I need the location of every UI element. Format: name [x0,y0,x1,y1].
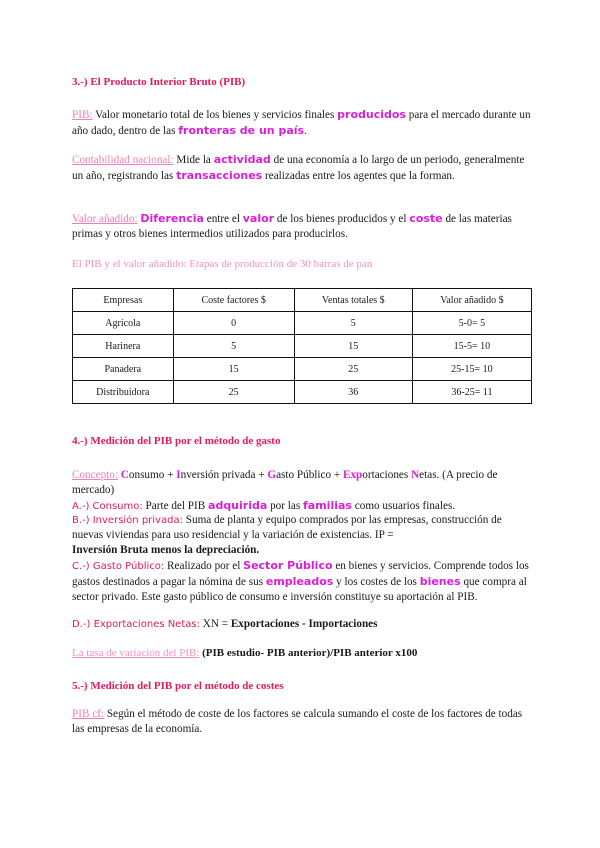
letter-n: N [411,469,420,481]
table-cell: 15-5= 10 [412,335,531,358]
kw-empleados: empleados [265,575,334,588]
table-header: Coste factores $ [173,289,294,312]
gasto-text: que compra al sector privado. Este gasto público de consumo e inversión constituye su aportación al PIB. [72,576,527,603]
va-text: entre el [203,213,243,225]
gasto-text: Realizado por el [164,560,244,572]
table-cell: 36-25= 11 [412,381,531,404]
table-header-row [73,289,532,312]
consumo-label: A.-) Consumo: [72,501,143,512]
table-caption: El PIB y el valor añadido: Etapas de producción de 30 barras de pan [72,258,373,270]
inversion-item [72,513,532,558]
table-row [73,335,532,358]
table-header: Empresas [73,289,174,312]
table-cell: Panadera [73,358,174,381]
concepto-gasto [72,468,532,498]
kw-coste: coste [409,212,443,225]
concepto-text: onsumo + [128,469,177,481]
consumo-text: como usuarios finales. [351,500,456,512]
pib-cf-label: PIB cf: [72,708,105,720]
table-row [73,358,532,381]
section-4-title: 4.-) Medición del PIB por el método de gasto [72,435,281,447]
table-cell: 5 [294,312,412,335]
kw-diferencia: Diferencia [140,212,204,225]
pib-text: . [304,125,307,137]
concepto-text: ortaciones [362,469,412,481]
kw-adquirida: adquirida [208,499,268,512]
gasto-text: y los costes de los [333,576,420,588]
contabilidad-label: Contabilidad nacional: [72,154,174,166]
kw-actividad: actividad [213,153,271,166]
pib-text: para el mercado durante un año dado, dentro de las [72,109,531,137]
concepto-label: Concepto: [72,469,118,481]
inversion-bruta: Inversión Bruta menos la depreciación. [72,544,260,556]
pib-label: PIB: [72,109,93,121]
table-cell: Harinera [73,335,174,358]
contabilidad-definition [72,152,532,184]
letter-c: C [120,469,129,481]
section-3-title: 3.-) El Producto Interior Bruto (PIB) [72,76,246,88]
letter-g: G [267,469,277,481]
kw-producidos: producidos [337,108,406,121]
pib-definition [72,107,532,139]
letter-i: I [176,469,181,481]
kw-familias: familias [303,499,352,512]
tasa-formula: (PIB estudio- PIB anterior)/PIB anterior x100 [199,647,418,659]
table-row [73,312,532,335]
pib-cf-definition [72,707,532,737]
table-cell: 15 [173,358,294,381]
table-cell: Agrícola [73,312,174,335]
valor-anadido-definition [72,211,532,242]
inversion-text: Suma de planta y equipo comprados por las empresas, construcción de nuevas viviendas para uso residencial y la variación de existencias. IP = [72,514,502,541]
concepto-text: nversión privada + [180,469,268,481]
concepto-text: etas. (A precio de mercado) [72,469,498,496]
pib-cf-text: Según el método de coste de los factores se calcula sumando el coste de los factores de todas las empresas de la economía. [72,708,523,735]
table-cell: 0 [173,312,294,335]
table-header: Valor añadido $ [412,289,531,312]
consumo-text: por las [267,500,304,512]
tasa-label: La tasa de variación del PIB: [72,647,200,659]
kw-valor: valor [242,212,275,225]
table-cell: 5 [173,335,294,358]
gasto-publico-item [72,558,532,605]
table-cell: 25 [294,358,412,381]
table-cell: 25-15= 10 [412,358,531,381]
cn-text: realizadas entre los agentes que la forman. [262,170,455,182]
table-cell: 5-0= 5 [412,312,531,335]
cn-text: de una economía a lo largo de un periodo, generalmente un año, registrando las [72,154,525,182]
exportaciones-label: D.-) Exportaciones Netas: [72,619,200,630]
cn-text: Mide la [173,154,214,166]
table-cell: 25 [173,381,294,404]
production-table [72,288,532,404]
gasto-publico-label: C.-) Gasto Público: [72,561,165,572]
letters-exp: Exp [343,469,363,481]
exportaciones-text: XN = [199,618,231,630]
gasto-text: en bienes y servicios. Comprende todos los gastos destinados a pagar la nómina de sus [72,560,529,588]
consumo-item [72,498,532,514]
kw-fronteras: fronteras de un país [178,124,305,137]
section-5-title: 5.-) Medición del PIB por el método de costes [72,680,284,692]
table-cell: Distribuidora [73,381,174,404]
va-text: de los bienes producidos y el [274,213,410,225]
table-row [73,381,532,404]
consumo-text: Parte del PIB [142,500,209,512]
exportaciones-item [72,617,532,632]
inversion-label: B.-) Inversión privada: [72,515,183,526]
table-header: Ventas totales $ [294,289,412,312]
table-cell: 15 [294,335,412,358]
kw-bienes: bienes [419,575,461,588]
kw-sector-publico: Sector Público [243,559,333,572]
tasa-variacion [72,647,542,659]
va-text: de las materias primas y otros bienes intermedios utilizados para producirlos. [72,213,512,240]
kw-transacciones: transacciones [176,169,263,182]
table-cell: 36 [294,381,412,404]
concepto-text: asto Público + [276,469,343,481]
valor-anadido-label: Valor añadido: [72,213,138,225]
pib-text: Valor monetario total de los bienes y servicios finales [92,109,338,121]
exportaciones-formula: Exportaciones - Importaciones [230,618,378,630]
